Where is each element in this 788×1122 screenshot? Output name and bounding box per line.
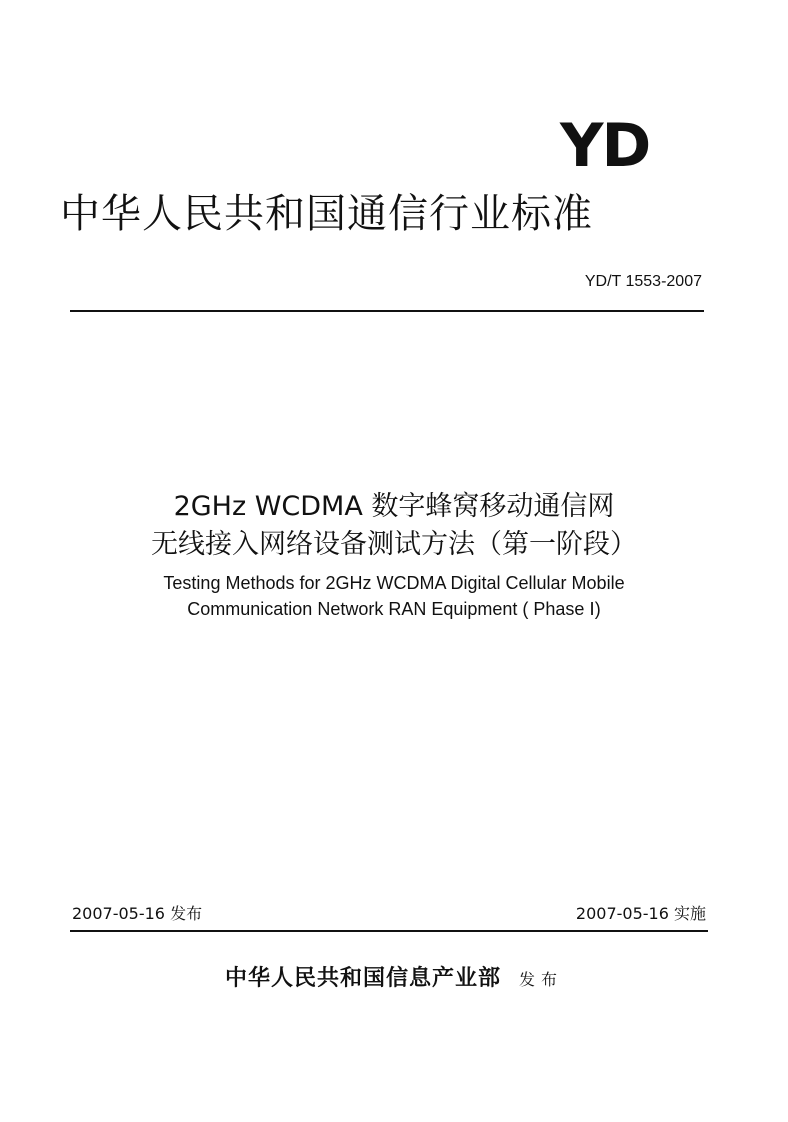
title-en-line-1: Testing Methods for 2GHz WCDMA Digital Cellular Mobile xyxy=(163,573,625,593)
bottom-divider xyxy=(70,930,708,932)
implement-date: 2007-05-16 实施 xyxy=(575,904,706,923)
title-block xyxy=(0,488,788,622)
publisher-name: 中华人民共和国信息产业部 xyxy=(224,965,501,991)
title-cn-line-2: 无线接入网络设备测试方法（第一阶段） xyxy=(151,529,637,560)
org-title: 中华人民共和国通信行业标准 xyxy=(60,191,593,237)
title-en-line-2: Communication Network RAN Equipment ( Phase Ⅰ) xyxy=(187,599,601,619)
standard-number: YD/T 1553-2007 xyxy=(584,273,702,290)
title-cn-line-1: 2GHz WCDMA 数字蜂窝移动通信网 xyxy=(173,491,615,522)
publisher-line xyxy=(0,962,788,996)
issue-date: 2007-05-16 发布 xyxy=(72,904,203,923)
top-divider xyxy=(70,310,704,312)
publish-label: 发布 xyxy=(519,970,564,989)
yd-logo: YD xyxy=(560,111,650,181)
